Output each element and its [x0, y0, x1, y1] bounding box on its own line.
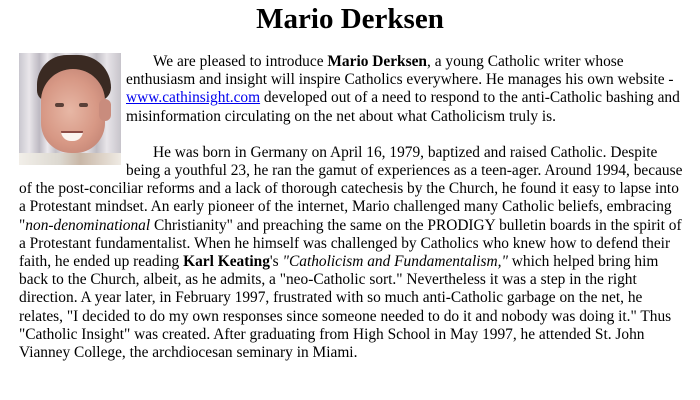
- website-link[interactable]: www.cathinsight.com: [126, 89, 261, 107]
- intro-text-3: developed out of a need to respond to the anti-Catholic bashing and misinformation circulating on the net about what Catholicism truly is.: [126, 89, 680, 125]
- bio-text-2: Christianity" and preaching the same on the PRODIGY bulletin boards in the spirit of a Protestant fundamentalist. When he himself was challenged by Catholics who knew how to defend their faith, he ended up reading: [19, 216, 682, 271]
- photo-eye-left: [55, 103, 64, 107]
- photo-shirt: [19, 153, 121, 165]
- photo-eye-right: [79, 103, 88, 107]
- article-body: [19, 53, 687, 362]
- bio-paragraph: [19, 144, 687, 362]
- portrait-photo: [19, 53, 121, 165]
- bio-text-3: 's: [269, 253, 283, 271]
- bio-italic-term: non-denominational: [25, 216, 151, 234]
- bio-text-1: He was born in Germany on April 16, 1979, baptized and raised Catholic. Despite being a youthful 23, he ran the gamut of experiences as a teen-ager. Around 1994, because of the post-conciliar reforms and a lack of thorough catechesis by the Church, he found it easy to lapse into a Protestant mindset. An early pioneer of the internet, Mario challenged many Catholic beliefs, embracing ": [19, 143, 683, 234]
- intro-text-2: , a young Catholic writer whose enthusiasm and insight will inspire Catholics everywhere. He manages his own website -: [126, 53, 674, 89]
- bio-author-name: Karl Keating: [183, 253, 270, 271]
- photo-ear: [99, 99, 111, 121]
- bio-book-title: "Catholicism and Fundamentalism,": [282, 253, 508, 271]
- intro-name: Mario Derksen: [327, 53, 427, 70]
- page-title: Mario Derksen: [256, 3, 444, 35]
- intro-text-1: We are pleased to introduce: [153, 53, 328, 70]
- bio-text-4: which helped bring him back to the Church, albeit, as he admits, a "neo-Catholic sort." Nevertheless it was a step in the right direction. A year later, in February 1997, frustrated with so much anti-Catholic garbage on the net, he relates, "I decided to do my own responses since someone needed to do it and nobody was doing it." Thus "Catholic Insight" was created. After graduating from High School in May 1997, he attended St. John Vianney College, the archdiocesan seminary in Miami.: [19, 253, 672, 362]
